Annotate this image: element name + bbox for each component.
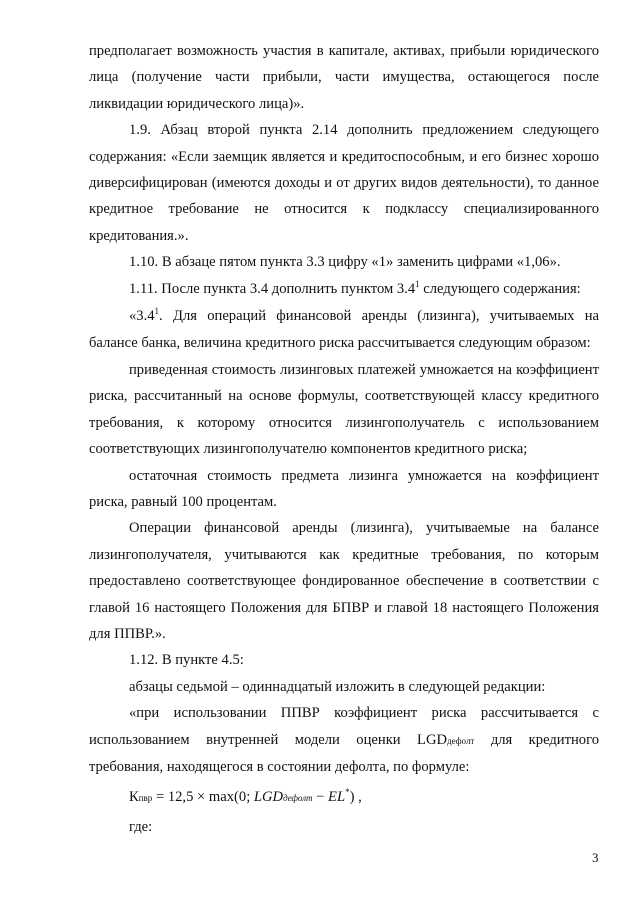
paragraph-p3: 1.10. В абзаце пятом пункта 3.3 цифру «1» заменить цифрами «1,06». — [129, 254, 561, 271]
paragraph-p5 — [89, 303, 599, 357]
paragraph-p7: остаточная стоимость предмета лизинга умножается на коэффициент риска, равный 100 процентам. — [89, 467, 599, 510]
document-body — [89, 38, 599, 841]
p4-text-after: следующего содержания: — [419, 280, 581, 297]
formula-close: ) , — [349, 789, 362, 806]
formula-lhs-subscript: пвр — [138, 793, 153, 804]
formula-lgd-subscript: дефолт — [283, 793, 313, 804]
p11-subscript: дефолт — [447, 735, 475, 746]
p5-superscript: 1 — [154, 306, 160, 317]
formula-minus: − — [312, 789, 329, 806]
formula-el-superscript: * — [345, 787, 350, 798]
paragraph-p10: абзацы седьмой – одиннадцатый изложить в следующей редакции: — [129, 678, 546, 695]
p5-text-after: . Для операций финансовой аренды (лизинга), учитываемых на балансе банка, величина кредитного риска рассчитывается следующим образом: — [89, 308, 599, 352]
p11-text-before: «при использовании ППВР коэффициент риска рассчитывается с использованием внутренней модели оценки LGD — [89, 705, 599, 748]
p4-superscript: 1 — [415, 278, 420, 289]
paragraph-where: где: — [129, 819, 153, 836]
p11-text-after: для кредитного требования, находящегося в состоянии дефолта, по формуле: — [89, 731, 599, 775]
formula-eq: = 12,5 × max(0; — [152, 789, 254, 806]
paragraph-p6: приведенная стоимость лизинговых платежей умножается на коэффициент риска, рассчитанный на основе формулы, соответствующей классу кредитного требования, к которому относится лизингополучатель с использованием соответствующих лизингополучателю компонентов кредитного риска; — [89, 361, 599, 458]
paragraph-p4 — [89, 276, 599, 303]
page-number: 3 — [592, 850, 599, 865]
p4-text-before: 1.11. После пункта 3.4 дополнить пунктом 3.4 — [129, 280, 416, 297]
paragraph-p8: Операции финансовой аренды (лизинга), учитываемые на балансе лизингополучателя, учитываются как кредитные требования, по которым предоставлено соответствующее фондированное обеспечение в соответствии с главой 16 настоящего Положения для БПВР и главой 18 настоящего Положения для ППВР.». — [89, 520, 599, 642]
paragraph-p9: 1.12. В пункте 4.5: — [129, 652, 244, 669]
formula-lhs: К — [129, 789, 139, 806]
p5-text-before: «3.4 — [129, 308, 155, 325]
formula-lgd: LGD — [253, 789, 284, 806]
formula — [89, 780, 599, 814]
paragraph-p11 — [89, 700, 599, 780]
paragraph-p1: предполагает возможность участия в капитале, активах, прибыли юридического лица (получение части прибыли, части имущества, остающегося после ликвидации юридического лица)». — [89, 43, 599, 112]
paragraph-p2: 1.9. Абзац второй пункта 2.14 дополнить предложением следующего содержания: «Если заемщик является и кредитоспособным, и его бизнес хорошо диверсифицирован (имеются доходы и от других видов деятельности), то данное кредитное требование не относится к подклассу специализированного кредитования.». — [89, 122, 599, 244]
formula-el: EL — [328, 789, 346, 806]
